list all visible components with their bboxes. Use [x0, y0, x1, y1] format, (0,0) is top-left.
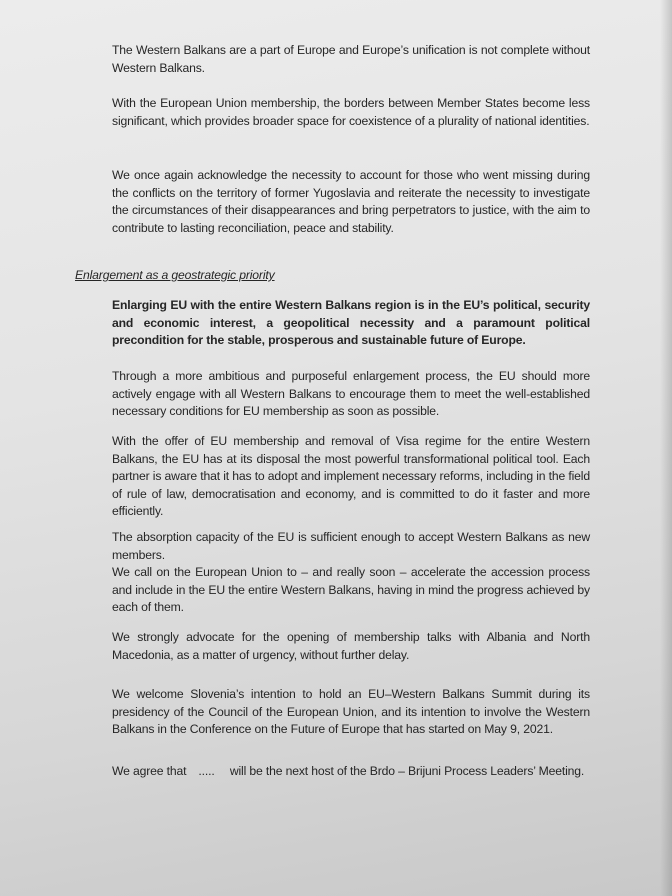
paragraph-ambitious-process: Through a more ambitious and purposeful enlargement process, the EU should more actively engage with all Western Balkans to encourage them to meet the well-established necessary conditions for EU membership as soon as possible.: [112, 369, 590, 418]
paragraph-albania-north-macedonia: We strongly advocate for the opening of membership talks with Albania and North Macedonia, as a matter of urgency, without further delay.: [112, 630, 590, 662]
next-host-text-before: We agree that: [112, 764, 187, 778]
paragraph-next-host: [112, 763, 590, 781]
paragraph-western-balkans-europe: The Western Balkans are a part of Europe and Europe’s unification is not complete without Western Balkans.: [112, 43, 590, 75]
paragraph-eu-membership-borders: With the European Union membership, the borders between Member States become less significant, which provides broader space for coexistence of a plurality of national identities.: [112, 96, 590, 128]
paragraph-visa-regime: With the offer of EU membership and removal of Visa regime for the entire Western Balkans, the EU has at its disposal the most powerful transformational political tool. Each partner is aware that it has to adopt and implement necessary reforms, including in the field of rule of law, democratisation and economy, and is committed to do it faster and more efficiently.: [112, 434, 590, 518]
paragraph-call-on-eu: We call on the European Union to – and really soon – accelerate the accession process and include in the EU the entire Western Balkans, having in mind the progress achieved by each of them.: [112, 565, 590, 614]
next-host-placeholder: .....: [198, 764, 215, 778]
page-edge-shadow: [660, 0, 672, 896]
paragraph-absorption-capacity: The absorption capacity of the EU is sufficient enough to accept Western Balkans as new members.: [112, 530, 590, 562]
next-host-text-after: will be the next host of the Brdo – Brijuni Process Leaders’ Meeting.: [229, 764, 585, 778]
paragraph-enlargement-lead: Enlarging EU with the entire Western Balkans region is in the EU’s political, security and economic interest, a geopolitical necessity and a paramount political precondition for the stable, prosperous and sustainable future of Europe.: [112, 298, 590, 347]
paragraph-slovenia-summit: We welcome Slovenia’s intention to hold an EU–Western Balkans Summit during its presidency of the Council of the European Union, and its intention to involve the Western Balkans in the Conference on the Future of Europe that has started on May 9, 2021.: [112, 687, 590, 736]
paragraph-missing-persons: We once again acknowledge the necessity to account for those who went missing during the conflicts on the territory of former Yugoslavia and reiterate the necessity to investigate the circumstances of their disappearances and bring perpetrators to justice, with the aim to contribute to lasting reconciliation, peace and stability.: [112, 168, 590, 235]
section-heading: Enlargement as a geostrategic priority: [75, 268, 275, 282]
